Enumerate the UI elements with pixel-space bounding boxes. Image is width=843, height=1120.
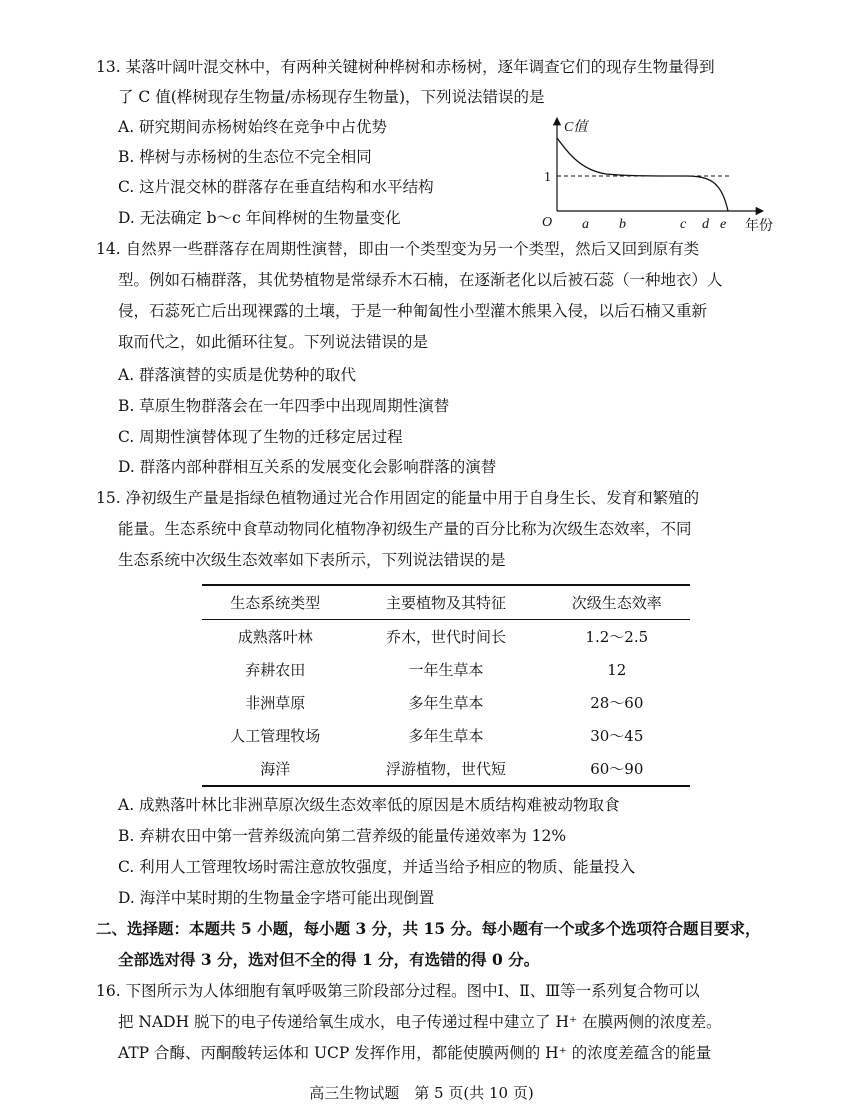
q13-stem-line1: 13. 某落叶阔叶混交林中，有两种关键树种桦树和赤杨树，逐年调查它们的现存生物量得到 bbox=[96, 58, 715, 76]
x-tick-a: a bbox=[582, 217, 589, 232]
x-tick-e: e bbox=[720, 217, 727, 232]
y-tick-1: 1 bbox=[544, 170, 551, 185]
q14-stem-line3: 侵，石蕊死亡后出现裸露的土壤，于是一种匍匐性小型灌木熊果入侵，以后石楠又重新 bbox=[118, 302, 708, 320]
x-tick-b: b bbox=[619, 217, 626, 232]
secondary-efficiency-table bbox=[202, 584, 690, 787]
table-cell: 一年生草本 bbox=[408, 661, 484, 679]
q15-stem-line1: 15. 净初级生产量是指绿色植物通过光合作用固定的能量中用于自身生长、发育和繁殖的 bbox=[96, 489, 700, 507]
table-cell: 多年生草本 bbox=[408, 694, 484, 712]
q16-stem-line1: 16. 下图所示为人体细胞有氧呼吸第三阶段部分过程。图中Ⅰ、Ⅱ、Ⅲ等一系列复合物可以 bbox=[96, 982, 700, 1000]
table-cell: 浮游植物，世代短 bbox=[385, 760, 506, 778]
q14-option-a: A. 群落演替的实质是优势种的取代 bbox=[118, 366, 357, 384]
q15-stem-line2: 能量。生态系统中食草动物同化植物净初级生产量的百分比称为次级生态效率，不同 bbox=[118, 520, 692, 538]
table-cell: 人工管理牧场 bbox=[230, 727, 321, 745]
table-cell: 多年生草本 bbox=[408, 727, 484, 745]
c-value-chart bbox=[536, 112, 798, 238]
table-cell: 非洲草原 bbox=[245, 694, 306, 712]
table-header: 生态系统类型 bbox=[230, 594, 321, 612]
x-tick-c: c bbox=[680, 217, 687, 232]
q14-option-b: B. 草原生物群落会在一年四季中出现周期性演替 bbox=[118, 397, 450, 415]
q15-stem-line3: 生态系统中次级生态效率如下表所示，下列说法错误的是 bbox=[118, 551, 506, 569]
q14-stem-line1: 14. 自然界一些群落存在周期性演替，即由一个类型变为另一个类型，然后又回到原有类 bbox=[96, 240, 700, 258]
y-axis-label: C值 bbox=[564, 120, 588, 135]
x-axis-label: 年份 bbox=[745, 219, 773, 234]
table-row bbox=[202, 620, 690, 654]
table-cell: 60～90 bbox=[590, 760, 644, 778]
table-cell: 1.2～2.5 bbox=[585, 628, 649, 646]
q13-option-d: D. 无法确定 b～c 年间桦树的生物量变化 bbox=[118, 209, 401, 227]
table-row bbox=[202, 653, 690, 686]
q13-option-a: A. 研究期间赤杨树始终在竞争中占优势 bbox=[118, 118, 388, 136]
c-value-curve bbox=[557, 138, 728, 211]
x-tick-d: d bbox=[702, 217, 709, 232]
q15-option-d: D. 海洋中某时期的生物量金字塔可能出现倒置 bbox=[118, 889, 435, 907]
q13-stem-line2: 了 C 值(桦树现存生物量/赤杨现存生物量)，下列说法错误的是 bbox=[118, 88, 545, 106]
table-row bbox=[202, 686, 690, 719]
table-cell: 成熟落叶林 bbox=[237, 628, 313, 646]
q14-option-d: D. 群落内部种群相互关系的发展变化会影响群落的演替 bbox=[118, 458, 497, 476]
origin-label: O bbox=[542, 215, 553, 230]
table-header: 次级生态效率 bbox=[571, 594, 662, 612]
q16-stem-line3: ATP 合酶、丙酮酸转运体和 UCP 发挥作用，都能使膜两侧的 H⁺ 的浓度差蕴含的能量 bbox=[118, 1044, 712, 1062]
q14-stem-line2: 型。例如石楠群落，其优势植物是常绿乔木石楠，在逐渐老化以后被石蕊（一种地衣）人 bbox=[118, 271, 723, 289]
table-row bbox=[202, 719, 690, 752]
table-header: 主要植物及其特征 bbox=[385, 594, 506, 612]
page-footer: 高三生物试题 第 5 页(共 10 页) bbox=[309, 1084, 534, 1102]
q15-option-c: C. 利用人工管理牧场时需注意放牧强度，并适当给予相应的物质、能量投入 bbox=[118, 858, 636, 876]
q14-option-c: C. 周期性演替体现了生物的迁移定居过程 bbox=[118, 428, 403, 446]
section2-heading-line1: 二、选择题：本题共 5 小题，每小题 3 分，共 15 分。每小题有一个或多个选项符合题目要求， bbox=[96, 919, 761, 938]
q13-option-b: B. 桦树与赤杨树的生态位不完全相同 bbox=[118, 148, 372, 166]
table-cell: 海洋 bbox=[260, 760, 291, 778]
table-cell: 28～60 bbox=[590, 694, 644, 712]
table-row bbox=[202, 752, 690, 786]
table-cell: 12 bbox=[607, 660, 627, 679]
q14-stem-line4: 取而代之，如此循环往复。下列说法错误的是 bbox=[118, 333, 429, 351]
table-cell: 乔木，世代时间长 bbox=[385, 628, 506, 646]
table-header-row bbox=[202, 585, 690, 620]
q15-option-a: A. 成熟落叶林比非洲草原次级生态效率低的原因是木质结构难被动物取食 bbox=[118, 796, 620, 814]
table-cell: 弃耕农田 bbox=[245, 661, 306, 679]
q15-option-b: B. 弃耕农田中第一营养级流向第二营养级的能量传递效率为 12% bbox=[118, 827, 567, 845]
q16-stem-line2: 把 NADH 脱下的电子传递给氧生成水，电子传递过程中建立了 H⁺ 在膜两侧的浓度差。 bbox=[118, 1013, 722, 1031]
q13-option-c: C. 这片混交林的群落存在垂直结构和水平结构 bbox=[118, 178, 434, 196]
section2-heading-line2: 全部选对得 3 分，选对但不全的得 1 分，有选错的得 0 分。 bbox=[118, 950, 540, 969]
table-cell: 30～45 bbox=[590, 727, 644, 745]
